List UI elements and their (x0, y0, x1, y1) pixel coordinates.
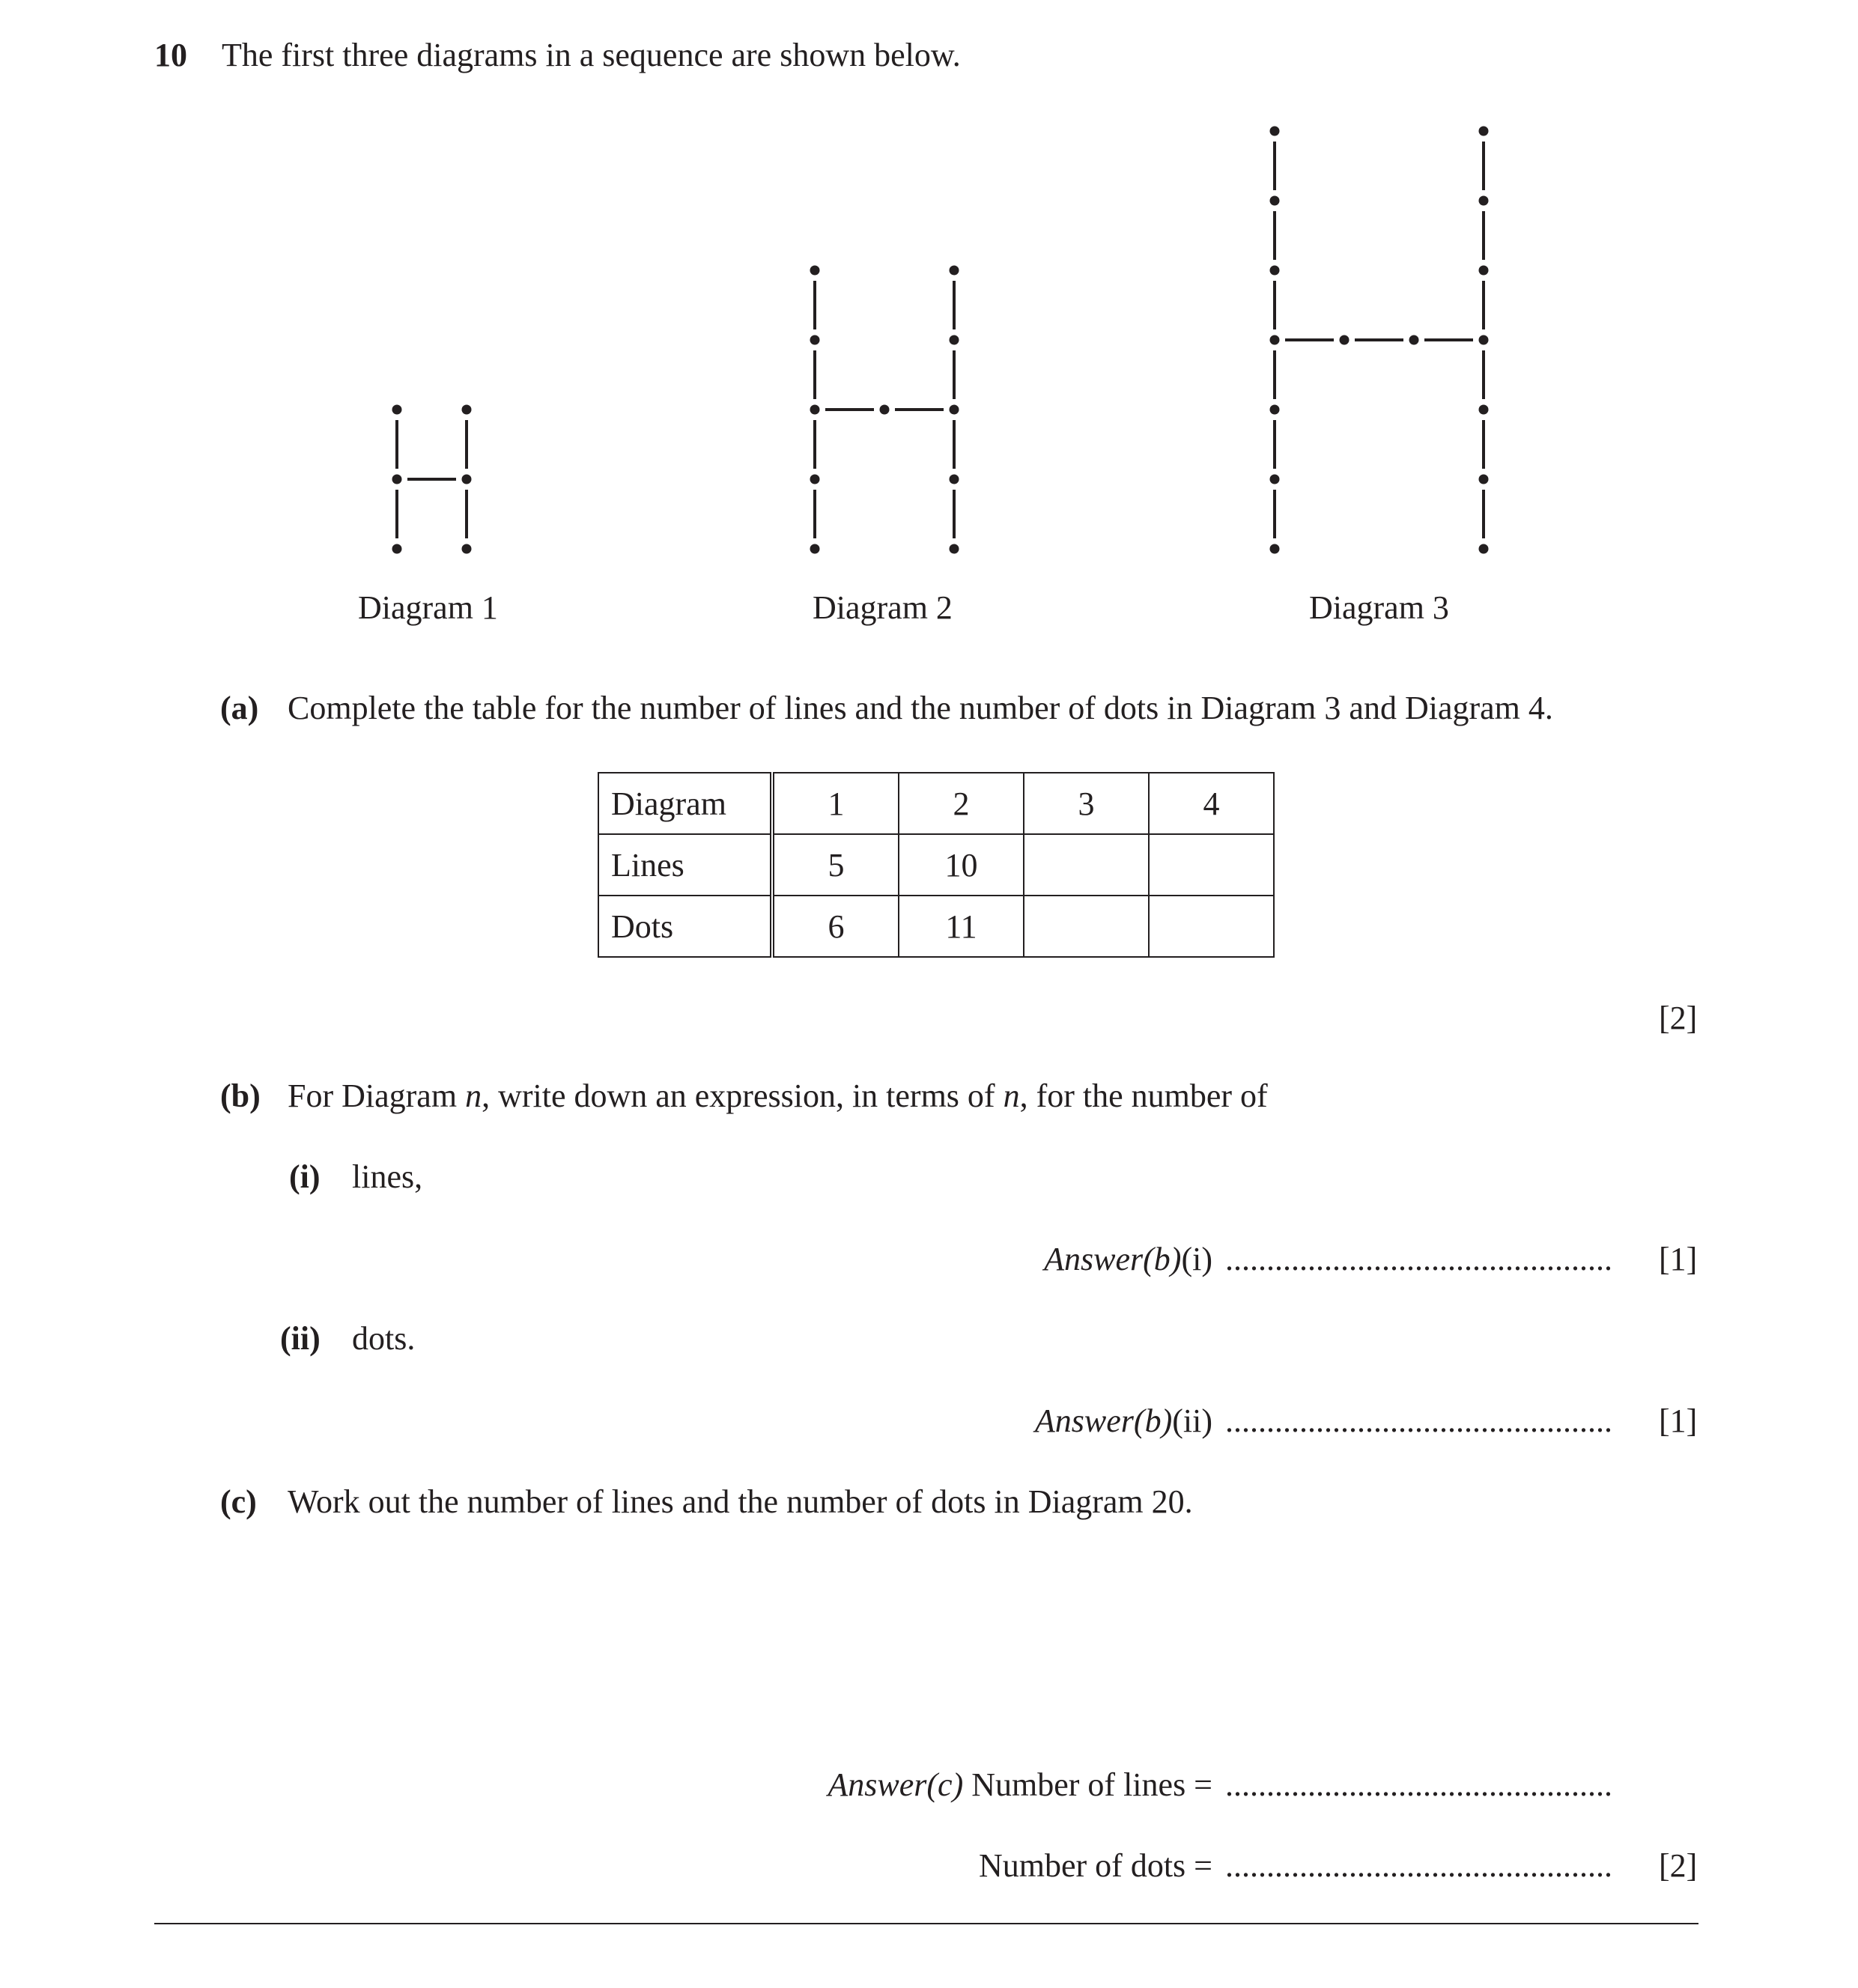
diagram-dot (1479, 544, 1489, 554)
diagram-dot (1479, 405, 1489, 415)
table-cell: 6 (772, 896, 899, 957)
diagram-dot (1270, 335, 1280, 345)
diagram-dot (1340, 335, 1350, 345)
part-c-text: Work out the number of lines and the number of dots in Diagram 20. (288, 1483, 1193, 1520)
answer-c-lines-label: Answer(c) Number of lines = (828, 1766, 1212, 1803)
part-b-ii-marks: [1] (1659, 1402, 1698, 1439)
diagram-dot (1479, 196, 1489, 206)
answer-c-dots-label: Number of dots = (979, 1847, 1212, 1884)
answer-b-ii-field[interactable]: ............................................... (1225, 1402, 1612, 1439)
answer-c-dots-field[interactable]: ............................................... (1225, 1847, 1612, 1884)
part-b-label: (b) (220, 1077, 261, 1114)
answer-b-i-label: Answer(b)(i) (1044, 1241, 1212, 1277)
diagram-dot (950, 335, 959, 345)
question-number: 10 (154, 37, 187, 73)
sequence-diagrams (0, 0, 1858, 599)
diagram-dot (810, 405, 820, 415)
diagram-dot (392, 405, 402, 415)
diagram-dot (462, 475, 472, 484)
diagram-dot (810, 266, 820, 276)
answer-b-ii-label: Answer(b)(ii) (1034, 1402, 1212, 1439)
table-cell: 2 (899, 773, 1024, 834)
answer-b-i-field[interactable]: ............................................... (1225, 1241, 1612, 1277)
part-a-marks: [2] (1659, 1000, 1698, 1036)
diagram-dot (1270, 405, 1280, 415)
part-c-label: (c) (220, 1483, 257, 1520)
diagram-dot (950, 266, 959, 276)
part-b-ii-text: dots. (352, 1320, 416, 1357)
diagram-dot (880, 405, 890, 415)
diagram-dot (392, 475, 402, 484)
diagram-dot (1479, 127, 1489, 136)
part-c-marks: [2] (1659, 1847, 1698, 1884)
diagram-dot (1479, 475, 1489, 484)
table-row-lines (598, 834, 1274, 896)
question-intro: The first three diagrams in a sequence are shown below. (222, 37, 961, 73)
sequence-table (598, 772, 1275, 958)
diagram-2-label: Diagram 2 (813, 589, 953, 626)
answer-cell-lines-4[interactable] (1149, 834, 1274, 896)
diagram-dot (462, 405, 472, 415)
diagram-3-label: Diagram 3 (1309, 589, 1449, 626)
diagram-dot (1270, 544, 1280, 554)
table-head: Diagram (598, 773, 772, 834)
table-cell: 3 (1024, 773, 1149, 834)
diagram-dot (950, 475, 959, 484)
answer-cell-lines-3[interactable] (1024, 834, 1149, 896)
answer-cell-dots-3[interactable] (1024, 896, 1149, 957)
table-row-dots (598, 896, 1274, 957)
diagram-dot (462, 544, 472, 554)
diagram-dot (1270, 475, 1280, 484)
part-b-text: For Diagram n, write down an expression, in terms of n, for the number of (288, 1077, 1268, 1114)
bottom-rule (154, 1923, 1698, 1924)
diagram-dot (950, 544, 959, 554)
part-a-text: Complete the table for the number of lines and the number of dots in Diagram 3 and Diagram 4. (288, 690, 1553, 726)
table-head: Lines (598, 834, 772, 896)
answer-cell-dots-4[interactable] (1149, 896, 1274, 957)
part-b-i-label: (i) (289, 1158, 321, 1195)
table-row-diagram (598, 773, 1274, 834)
part-b-i-marks: [1] (1659, 1241, 1698, 1277)
answer-c-lines-field[interactable]: ............................................... (1225, 1766, 1612, 1803)
diagram-dot (1270, 127, 1280, 136)
diagram-dot (1479, 266, 1489, 276)
diagram-dot (1270, 196, 1280, 206)
table-cell: 1 (772, 773, 899, 834)
diagram-dot (1270, 266, 1280, 276)
diagram-dot (810, 335, 820, 345)
diagram-dot (1479, 335, 1489, 345)
table-cell: 10 (899, 834, 1024, 896)
part-a-label: (a) (220, 690, 259, 726)
table-cell: 5 (772, 834, 899, 896)
diagram-dot (392, 544, 402, 554)
table-cell: 4 (1149, 773, 1274, 834)
diagram-dot (950, 405, 959, 415)
diagram-dot (810, 544, 820, 554)
part-b-ii-label: (ii) (280, 1320, 321, 1357)
diagram-dot (1409, 335, 1419, 345)
table-head: Dots (598, 896, 772, 957)
diagram-1-label: Diagram 1 (358, 589, 498, 626)
table-cell: 11 (899, 896, 1024, 957)
diagram-dot (810, 475, 820, 484)
part-b-i-text: lines, (352, 1158, 423, 1195)
